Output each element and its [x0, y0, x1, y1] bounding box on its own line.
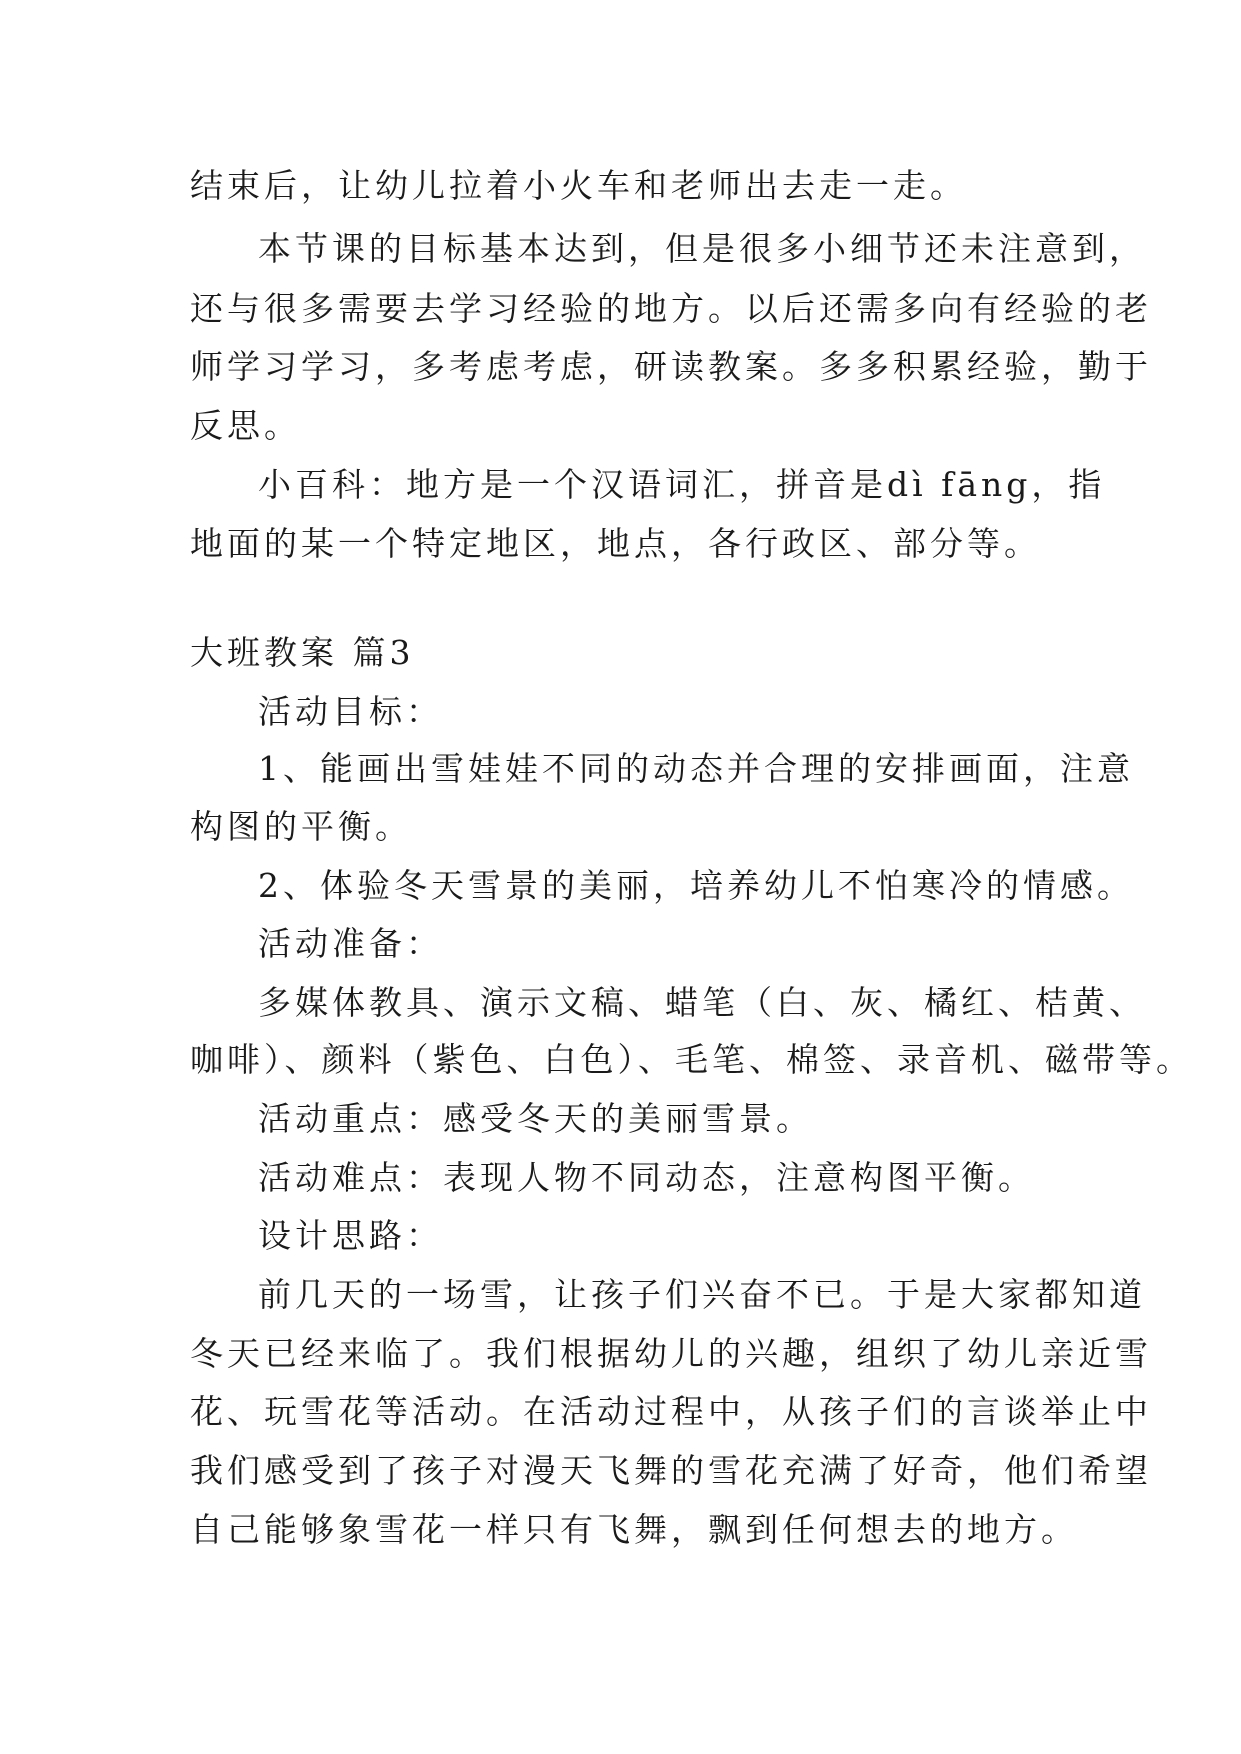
paragraph-line: 自己能够象雪花一样只有飞舞，飘到任何想去的地方。: [190, 1510, 1078, 1549]
paragraph-line: 地面的某一个特定地区，地点，各行政区、部分等。: [190, 524, 1041, 563]
paragraph-line: 2、体验冬天雪景的美丽，培养幼儿不怕寒冷的情感。: [258, 866, 1134, 905]
paragraph-line: 结束后，让幼儿拉着小火车和老师出去走一走。: [190, 166, 967, 205]
paragraph-line: 设计思路：: [258, 1216, 443, 1255]
paragraph-line: 活动难点：表现人物不同动态，注意构图平衡。: [258, 1158, 1035, 1197]
section-heading: 大班教案 篇3: [190, 633, 415, 672]
paragraph-line: 冬天已经来临了。我们根据幼儿的兴趣，组织了幼儿亲近雪: [190, 1334, 1152, 1373]
paragraph-line: 多媒体教具、演示文稿、蜡笔（白、灰、橘红、桔黄、: [258, 983, 1146, 1022]
paragraph-line: 我们感受到了孩子对漫天飞舞的雪花充满了好奇，他们希望: [190, 1451, 1152, 1490]
paragraph-line: 前几天的一场雪，让孩子们兴奋不已。于是大家都知道: [258, 1275, 1146, 1314]
paragraph-line: 还与很多需要去学习经验的地方。以后还需多向有经验的老: [190, 289, 1152, 328]
paragraph-line: 1、能画出雪娃娃不同的动态并合理的安排画面，注意: [258, 749, 1134, 788]
paragraph-line: 活动重点：感受冬天的美丽雪景。: [258, 1099, 813, 1138]
paragraph-line: 小百科：地方是一个汉语词汇，拼音是dì fāng，指: [258, 465, 1106, 504]
paragraph-line: 本节课的目标基本达到，但是很多小细节还未注意到，: [258, 229, 1146, 268]
paragraph-line: 构图的平衡。: [190, 807, 412, 846]
paragraph-line: 咖啡）、颜料（紫色、白色）、毛笔、棉签、录音机、磁带等。: [190, 1040, 1193, 1079]
paragraph-line: 活动准备：: [258, 924, 443, 963]
paragraph-line: 师学习学习，多考虑考虑，研读教案。多多积累经验，勤于: [190, 347, 1152, 386]
paragraph-line: 花、玩雪花等活动。在活动过程中，从孩子们的言谈举止中: [190, 1392, 1152, 1431]
paragraph-line: 活动目标：: [258, 692, 443, 731]
paragraph-line: 反思。: [190, 406, 301, 445]
